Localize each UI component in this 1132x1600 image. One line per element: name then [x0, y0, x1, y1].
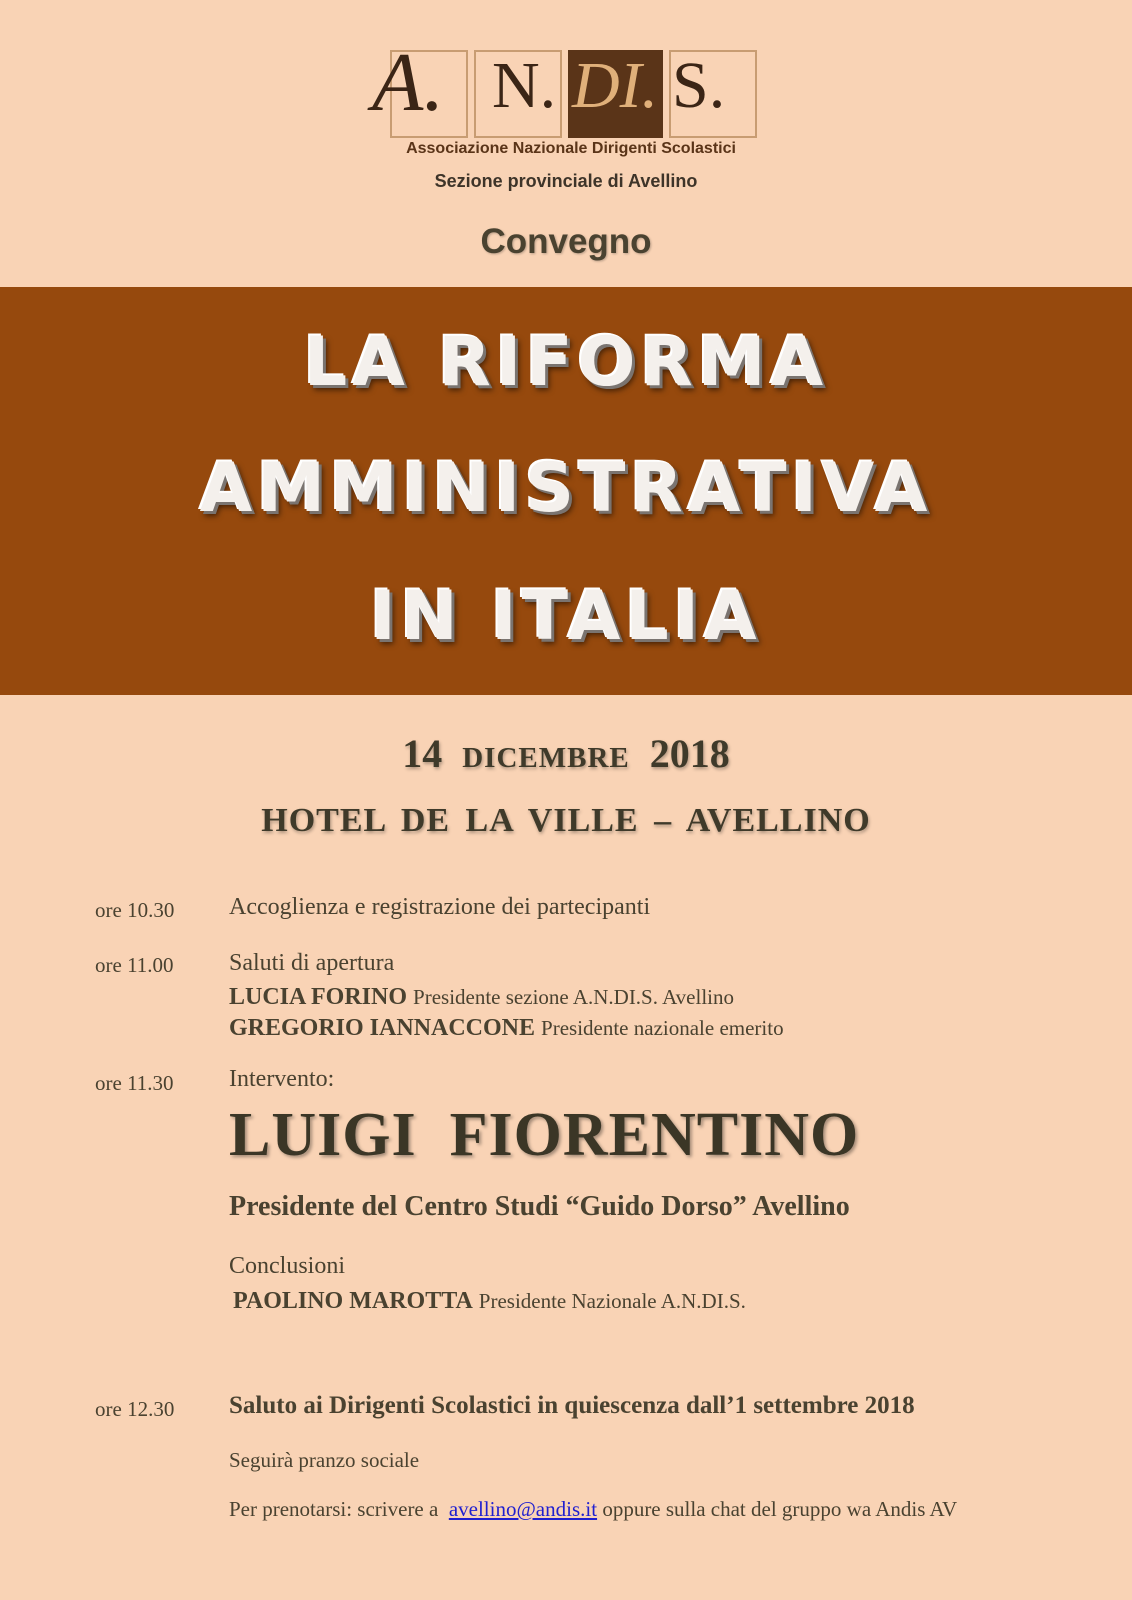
booking-email-link[interactable]: avellino@andis.it: [448, 1497, 598, 1521]
slot-3-text: Intervento:: [229, 1066, 335, 1092]
speaker-iannaccone: [229, 1015, 784, 1042]
title-line-3: IN ITALIA: [370, 577, 762, 656]
event-venue: HOTEL DE LA VILLE – AVELLINO: [261, 802, 871, 839]
logo-letter-a: A.: [372, 36, 445, 129]
speaker-name: LUCIA FORINO: [229, 984, 408, 1010]
title-banner: [0, 287, 1132, 695]
logo-letter-di: DI.: [572, 49, 659, 122]
booking-info: [229, 1497, 957, 1522]
slot-4-text: Saluto ai Dirigenti Scolastici in quiescenza dall’1 settembre 2018: [229, 1392, 915, 1419]
speaker-marotta: [233, 1288, 746, 1315]
andis-logo: [372, 36, 762, 140]
section-name: Sezione provinciale di Avellino: [434, 171, 698, 191]
event-type: Convegno: [480, 222, 652, 261]
title-line-2: AMMINISTRATIVA: [199, 449, 933, 528]
time-slot-3: ore 11.30: [95, 1071, 174, 1095]
time-slot-1: ore 10.30: [95, 898, 175, 922]
title-line-1: LA RIFORMA: [303, 323, 829, 402]
speaker-role: Presidente nazionale emerito: [541, 1016, 784, 1040]
main-speaker: LUIGI FIORENTINO: [229, 1101, 860, 1169]
lunch-note: Seguirà pranzo sociale: [229, 1448, 420, 1472]
speaker-name: PAOLINO MAROTTA: [233, 1288, 473, 1314]
speaker-forino: [229, 984, 734, 1011]
association-name: Associazione Nazionale Dirigenti Scolastici: [406, 140, 736, 157]
conclusions-label: Conclusioni: [229, 1253, 346, 1279]
time-slot-2: ore 11.00: [95, 953, 174, 977]
date-day: 14: [402, 731, 443, 776]
booking-suffix: oppure sulla chat del gruppo wa Andis AV: [602, 1497, 958, 1521]
main-speaker-role: Presidente del Centro Studi “Guido Dorso” Avellino: [229, 1191, 850, 1222]
slot-1-text: Accoglienza e registrazione dei partecipanti: [229, 894, 651, 920]
time-slot-4: ore 12.30: [95, 1397, 175, 1421]
event-date: [0, 730, 1132, 777]
slot-2-text: Saluti di apertura: [229, 950, 395, 976]
booking-prefix: Per prenotarsi: scrivere a: [229, 1497, 439, 1521]
speaker-role: Presidente sezione A.N.DI.S. Avellino: [413, 985, 735, 1009]
logo-letter-n: N.: [492, 49, 557, 122]
logo-letter-s: S.: [672, 49, 726, 122]
date-month: DICEMBRE: [462, 742, 630, 774]
speaker-role: Presidente Nazionale A.N.DI.S.: [478, 1289, 746, 1313]
date-year: 2018: [649, 731, 730, 776]
speaker-name: GREGORIO IANNACCONE: [229, 1015, 536, 1041]
